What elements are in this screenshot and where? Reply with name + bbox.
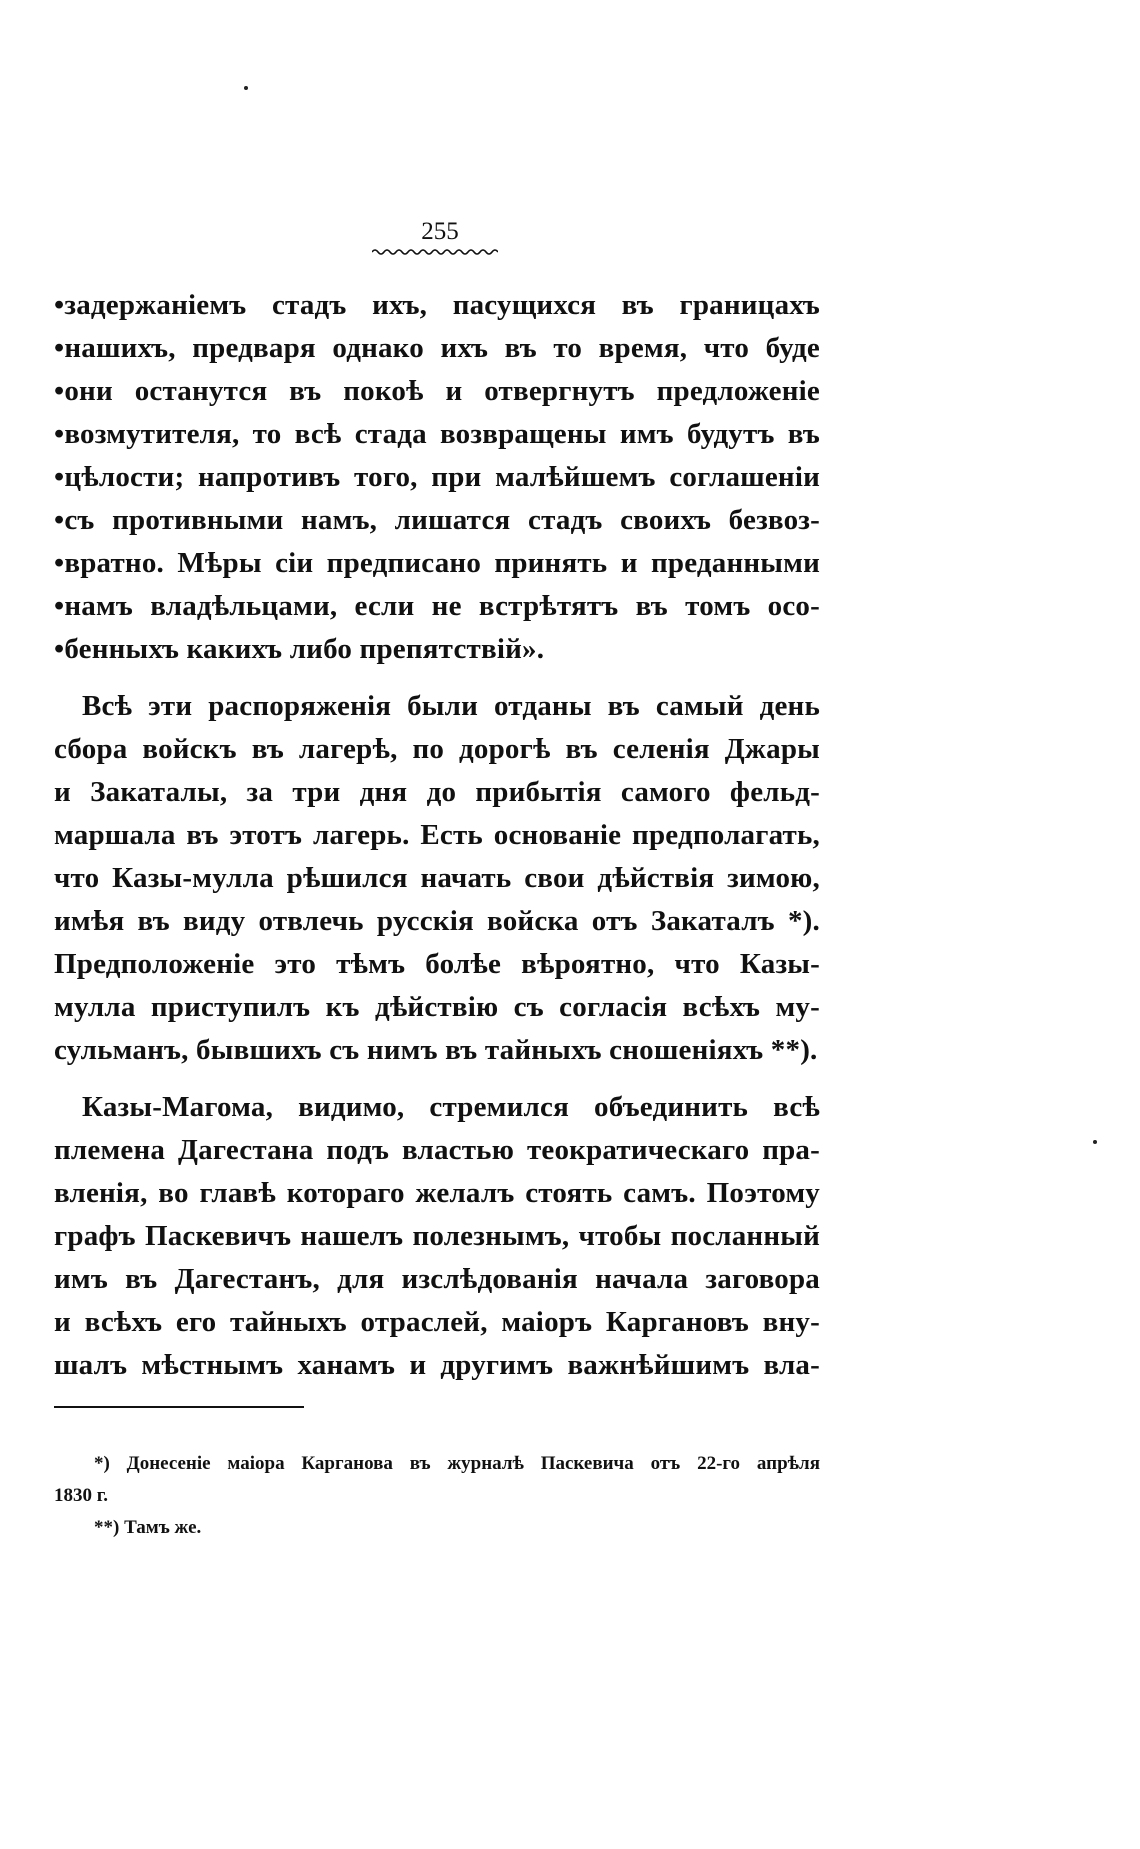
paragraph-gap	[54, 1072, 820, 1086]
paragraph-gap	[54, 671, 820, 685]
text-line: графъ Паскевичъ нашелъ полезнымъ, чтобы посланный	[54, 1220, 820, 1252]
text-line: Казы-Магома, видимо, стремился объединить всѣ	[82, 1091, 820, 1123]
footnote-divider	[54, 1406, 304, 1408]
scan-speck	[1093, 1140, 1097, 1144]
text-line: племена Дагестана подъ властью теократическаго пра-	[54, 1134, 820, 1166]
page-number: 255	[421, 218, 459, 245]
text-line: маршала въ этотъ лагерь. Есть основаніе предполагать,	[54, 819, 820, 851]
text-line: вленія, во главѣ котораго желалъ стоять самъ. Поэтому	[54, 1177, 820, 1209]
text-line: •вратно. Мѣры сіи предписано принять и преданными	[54, 547, 820, 579]
text-line: сульманъ, бывшихъ съ нимъ въ тайныхъ сношеніяхъ **).	[54, 1034, 818, 1066]
footnotes	[54, 1448, 820, 1544]
text-line: мулла приступилъ къ дѣйствію съ согласія всѣхъ му-	[54, 991, 820, 1023]
text-line: Всѣ эти распоряженія были отданы въ самый день	[82, 690, 820, 722]
text-line: и всѣхъ его тайныхъ отраслей, маіоръ Каргановъ вну-	[54, 1306, 820, 1338]
footnote-line: *) Донесеніе маіора Карганова въ журналѣ Паскевича отъ 22-го апрѣля	[94, 1453, 820, 1474]
text-line: •цѣлости; напротивъ того, при малѣйшемъ соглашеніи	[54, 461, 820, 493]
footnote-line: 1830 г.	[54, 1485, 108, 1506]
text-line: •возмутителя, то всѣ стада возвращены имъ будутъ въ	[54, 418, 820, 450]
body-text	[54, 284, 820, 1387]
text-line: •намъ владѣльцами, если не встрѣтятъ въ томъ осо-	[54, 590, 820, 622]
text-line: •задержаніемъ стадъ ихъ, пасущихся въ границахъ	[54, 289, 820, 321]
text-line: что Казы-мулла рѣшился начать свои дѣйствія зимою,	[54, 862, 820, 894]
text-line: шалъ мѣстнымъ ханамъ и другимъ важнѣйшимъ вла-	[54, 1349, 820, 1381]
text-line: имъ въ Дагестанъ, для изслѣдованія начала заговора	[54, 1263, 820, 1295]
footnote-line: **) Тамъ же.	[94, 1517, 202, 1538]
text-line: •съ противными намъ, лишатся стадъ своихъ безвоз-	[54, 504, 820, 536]
text-line: сбора войскъ въ лагерѣ, по дорогѣ въ селенія Джары	[54, 733, 820, 765]
text-line: имѣя въ виду отвлечь русскія войска отъ Закаталъ *).	[54, 905, 820, 937]
scan-speck	[244, 86, 248, 90]
page-number-ornament	[372, 246, 498, 258]
text-line: •бенныхъ какихъ либо препятствій».	[54, 633, 545, 665]
text-line: •они останутся въ покоѣ и отвергнутъ предложеніе	[54, 375, 820, 407]
text-line: Предположеніе это тѣмъ болѣе вѣроятно, что Казы-	[54, 948, 820, 980]
text-line: •нашихъ, предваря однако ихъ въ то время, что буде	[54, 332, 820, 364]
text-line: и Закаталы, за три дня до прибытія самого фельд-	[54, 776, 820, 808]
